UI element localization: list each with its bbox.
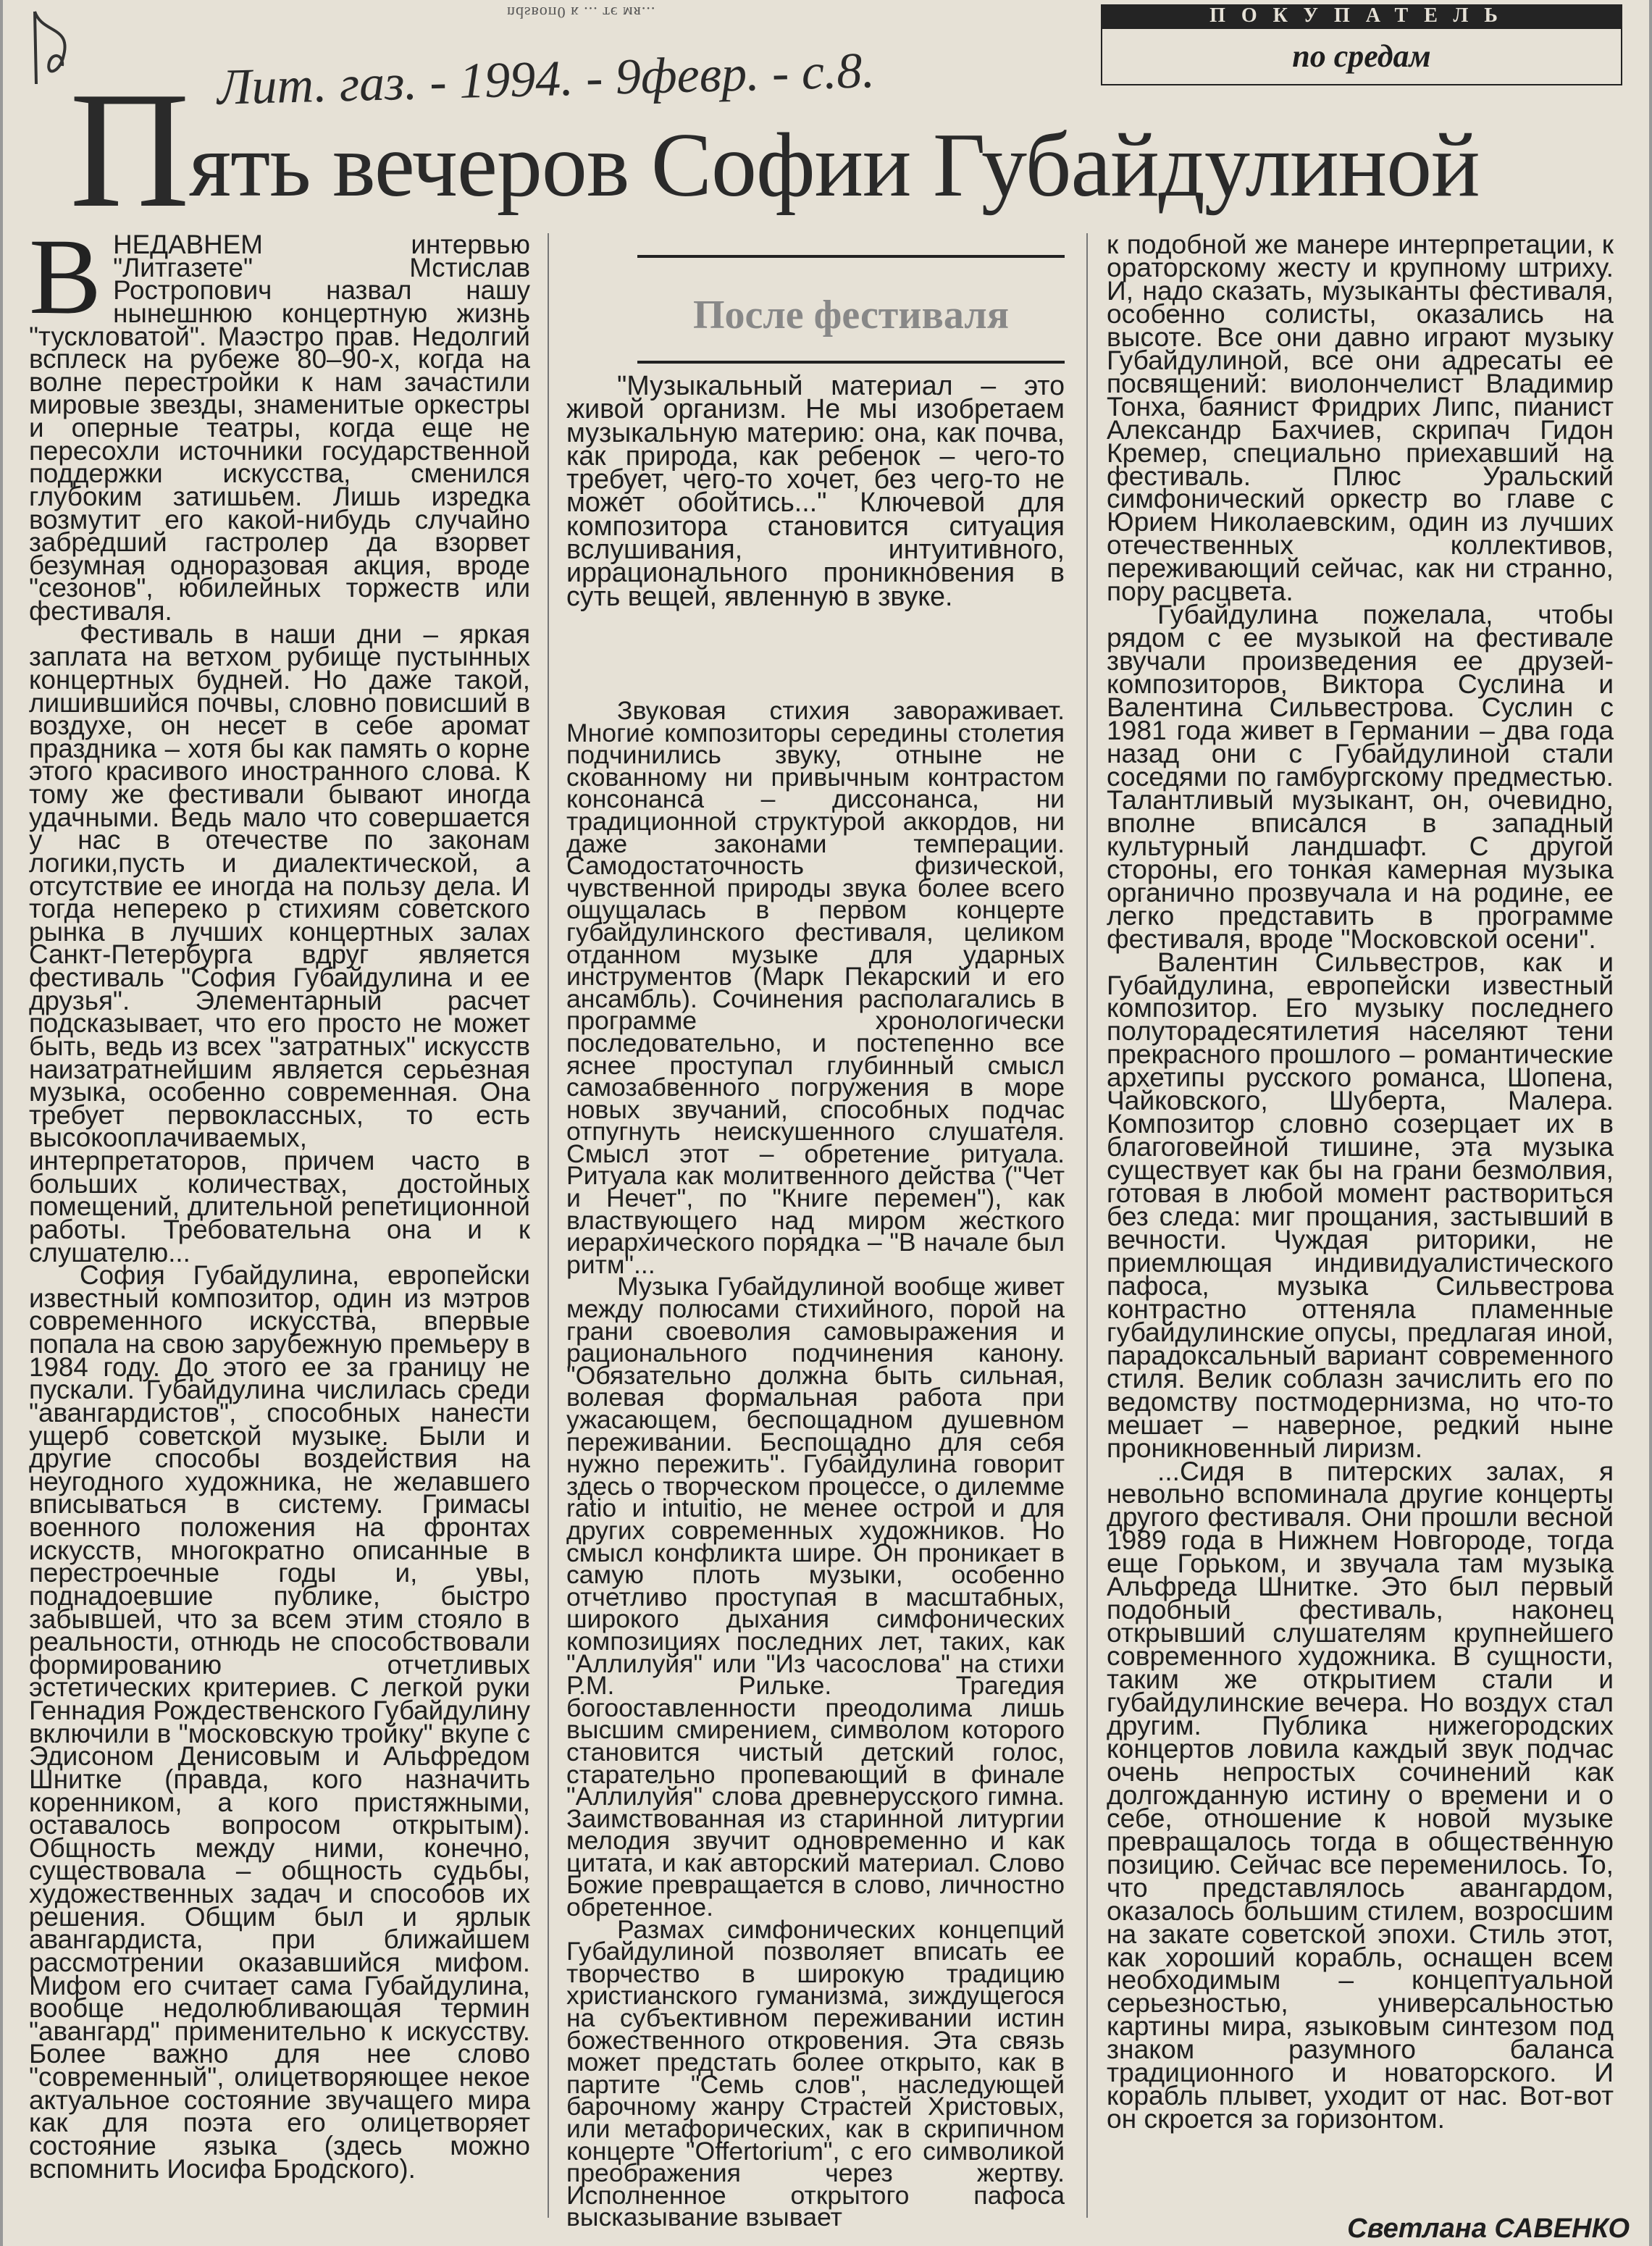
drop-cap: В xyxy=(29,217,102,337)
column-divider xyxy=(548,233,549,2218)
paragraph: ...Сидя в питерских залах, я невольно вспоминала другие концерты другого фестиваля. Они прошли весной 1989 года в Нижнем Новгороде, тогда еще Горьком, и звучала там музыка Альфреда Шнитке. Это был первый подобный фестиваль, наконец открывший слушателям крупнейшего современного художника. В сущности, таким же открытием стали и губайдулинские вечера. Но воздух стал другим. Публика нижегородских концертов ловила каждый звук подчас очень непростых сочинений как долгожданную истину о времени и о себе, отношение к новой музыке превращалось тогда в общественную позицию. Сейчас все переменилось. То, что представлялось авангардом, оказалось большим стилем, возросшим на закате советской эпохи. Стиль этот, как хороший корабль, оснащен всем необходимым – концептуальной серьезностью, универсальностью картины мира, языковым синтезом под знаком разумного баланса традиционного и новаторского. И корабль плывет, уходит от нас. Вот-вот он скроется за горизонтом. xyxy=(1107,1455,1614,2134)
article-column-3 xyxy=(1107,229,1614,2189)
sidebar-rule-top xyxy=(637,255,1065,258)
paragraph-text: НЕДАВНЕМ интервью "Литгазете" Мстислав Ростропович назвал нашу нынешнюю концертную жизнь "тускловатой". Маэстро прав. Недолгий всплеск на рубеже 80–90-х, когда на волне перестройки к нам зачастили мировые звезды, знаменитые оркестры и оперные театры, когда еще не пересохли источники государственной поддержки искусства, сменился глубоким затишьем. Лишь изредка возмутит его какой-нибудь случайно забредший гастролер да взорвет безумная одноразовая акция, вроде "сезонов", юбилейных торжеств или фестиваля. xyxy=(29,230,530,626)
clipped-top-text: ndsвоп0 к ... тє мя... xyxy=(507,4,656,22)
sidebar-rule-bottom xyxy=(637,361,1065,364)
title-initial: П xyxy=(70,57,190,242)
paragraph xyxy=(29,217,530,626)
title-text: ять вечеров Софии Губайдулиной xyxy=(189,115,1480,216)
article-column-2-top xyxy=(566,370,1065,692)
clipping-edge xyxy=(1649,0,1652,2246)
sidebar-title: После фестиваля xyxy=(692,293,1010,338)
handwritten-note: Лит. газ. - 1994. - 9февр. - с.8. xyxy=(217,43,876,116)
paragraph: "Музыкальный материал – это живой организм. Не мы изобретаем музыкальную материю: она, как почва, как природа, как ребенок – чего-то требует, чего-то хочет, без чего-то не может обойтись..." Ключевой для композитора становится ситуация вслушивания, интуитивного, иррационального проникновения в суть вещей, явленную в звуке. xyxy=(566,370,1065,611)
paragraph: София Губайдулина, европейски известный композитор, один из мэтров современного искусства, впервые попала на свою зарубежную премьеру в 1984 году. До этого ее за границу не пускали. Губайдулина числилась среди "авангардистов", способных нанести ущерб советской музыке. Были и другие способы воздействия на неугодного художника, не желавшего вписываться в систему. Гримасы военного положения на фронтах искусств, многократно описанные в перестроечные годы и, увы, поднадоевшие публике, быстро забывшей, что за всем этим стояло в реальности, отнюдь не способствовали формированию отчетливых эстетических критериев. С легкой руки Геннадия Рождественского Губайдулину включили в "московскую тройку" вкупе с Эдисоном Денисовым и Альфредом Шнитке (правда, кого назначить коренником, а кого пристяжными, оставалось вопросом открытым). Общность между ними, конечно, существовала – общность судьбы, художественных задач и способов их решения. Общим был и ярлык авангардиста, при ближайшем рассмотрении оказавшийся мифом. Мифом его считает сама Губайдулина, вообще недолюбливающая термин "авангард" применительно к искусству. Более важно для нее слово "современный", олицетворяющее некое актуальное состояние звучащего мира как для поэта его олицетворяет состояние языка (здесь можно вспомнить Иосифа Бродского). xyxy=(29,1260,530,2184)
paragraph: Музыка Губайдулиной вообще живет между полюсами стихийного, порой на грани своеволия самовыражения и рационального подчинения канону. "Обязательно должна быть сильная, волевая формальная работа при ужасающем, беспощадном душевном переживании. Беспощадно для себя нужно пережить". Губайдулина говорит здесь о творческом процессе, о дилемме ratio и intuitio, не менее острой и для других современных художников. Но смысл конфликта шире. Он проникает в самую плоть музыки, особенно отчетливо проступая в масштабных, широкого дыхания симфонических композициях последних лет, таких, как "Аллилуйя" или "Из часослова" на стихи Р.М. Рильке. Трагедия богооставленности преодолима лишь высшим смирением, символом которого становится чистый детский голос, старательно пропевающий в финале "Аллилуйя" слова древнерусского гимна. Заимствованная из старинной литургии мелодия звучит одновременно и как цитата, и как авторский материал. Слово Божие превращается в слово, личностно обретенное. xyxy=(566,1272,1065,1922)
rubric-subtitle: по средам xyxy=(1101,28,1622,85)
author-signature: Светлана САВЕНКО xyxy=(1347,2213,1630,2244)
paragraph: Валентин Сильвестров, как и Губайдулина, европейски известный композитор. Его музыку последнего полуторадесятилетия населяют тени прекрасного прошлого – романтические архетипы русского романса, Шопена, Чайковского, Шуберта, Малера. Композитор словно созерцает их в благоговейной тишине, эта музыка существует как бы на грани безмолвия, готовая в любой момент раствориться без следа: миг прощания, застывший в вечности. Чуждая риторики, не приемлющая индивидуалистического пафоса, музыка Сильвестрова контрастно оттеняла пламенные губайдулинские опусы, предлагая иной, парадоксальный вариант современного стиля. Велик соблазн зачислить его по ведомству постмодернизма, но что-то мешает – наверное, редкий ныне проникновенный лиризм. xyxy=(1107,946,1614,1463)
paragraph: Губайдулина пожелала, чтобы рядом с ее музыкой на фестивале звучали произведения ее друзей-композиторов, Виктора Суслина и Валентина Сильвестрова. Суслин с 1981 года живет в Германии – два года назад они с Губайдулиной стали соседями по гамбургскому предместью. Талантливый музыкант, он, очевидно, вполне вписался в западный культурный ландшафт. С другой стороны, его тонкая камерная музыка органично прозвучала и на родине, ее легко представить в программе фестиваля, вроде "Московской осени". xyxy=(1107,599,1614,954)
paragraph: к подобной же манере интерпретации, к ораторскому жесту и крупному штриху. И, надо сказать, музыканты фестиваля, особенно солисты, оказались на высоте. Все они давно играют музыку Губайдулиной, все они адресаты ее посвящений: виолончелист Владимир Тонха, баянист Фридрих Липс, пианист Александр Бахчиев, скрипач Гидон Кремер, специально приехавший на фестиваль. Плюс Уральский симфонический оркестр во главе с Юрием Николаевским, один из лучших отечественных коллективов, переживающий сейчас, как ни странно, пору расцвета. xyxy=(1107,229,1614,607)
column-divider xyxy=(1086,233,1088,2218)
article-column-2 xyxy=(566,696,1065,2235)
article-column-1 xyxy=(29,217,530,2213)
section-rubric xyxy=(1101,4,1622,85)
paragraph: Размах симфонических концепций Губайдулиной позволяет вписать ее творчество в широкую традицию христианского гуманизма, зиждущегося на субъективном переживании истин божественного откровения. Эта связь может предстать более открыто, как в партите "Семь слов", наследующей барочному жанру Страстей Христовых, или метафорических, как в скрипичном концерте "Offertorium", с его символикой преображения через жертву. Исполненное открытого пафоса высказывание взывает xyxy=(566,1914,1065,2232)
paragraph: Звуковая стихия завораживает. Многие композиторы середины столетия подчинились звуку, отныне не скованному ни привычным контрастом консонанса – диссонанса, ни традиционной структурой аккордов, ни даже законами темперации. Самодостаточность физической, чувственной природы звука более всего ощущалась в первом концерте губайдулинского фестиваля, целиком отданном музыке для ударных инструментов (Марк Пекарский и его ансамбль). Сочинения располагались в программе хронологически последовательно, и постепенно все яснее проступал глубинный смысл самозабвенного погружения в море новых звучаний, способных подчас отпугнуть неискушенного слушателя. Смысл этот – обретение ритуала. Ритуала как молитвенного действа ("Чет и Нечет", по "Книге перемен"), как властвующего над миром жесткого иерархического порядка – "В начале был ритм"... xyxy=(566,696,1065,1279)
clipping-edge xyxy=(0,0,3,2246)
rubric-bar: ПОКУПАТЕЛЬ xyxy=(1101,4,1622,28)
paragraph: Фестиваль в наши дни – яркая заплата на ветхом рубище пустынных концертных будней. Но даже такой, лишившийся почвы, словно повисший в воздухе, он несет в себе аромат праздника – хотя бы как память о корне этого красивого иностранного слова. К тому же фестивали бывают иногда удачными. Ведь мало что совершается у нас в отечестве по законам логики,пусть и диалектической, а отсутствие ее иногда на пользу дела. И тогда непереко р стихиям советского рынка в лучших концертных залах Санкт-Петербурга вдруг является фестиваль "София Губайдулина и ее друзья". Элементарный расчет подсказывает, что его просто не может быть, ведь из всех "затратных" искусств наизатратнейшим является серьезная музыка, особенно современная. Она требует первоклассных, то есть высокооплачиваемых, интерпретаторов, причем часто в больших количествах, достойных помещений, длительной репетиционной работы. Требовательна она и к слушателю... xyxy=(29,619,530,1267)
